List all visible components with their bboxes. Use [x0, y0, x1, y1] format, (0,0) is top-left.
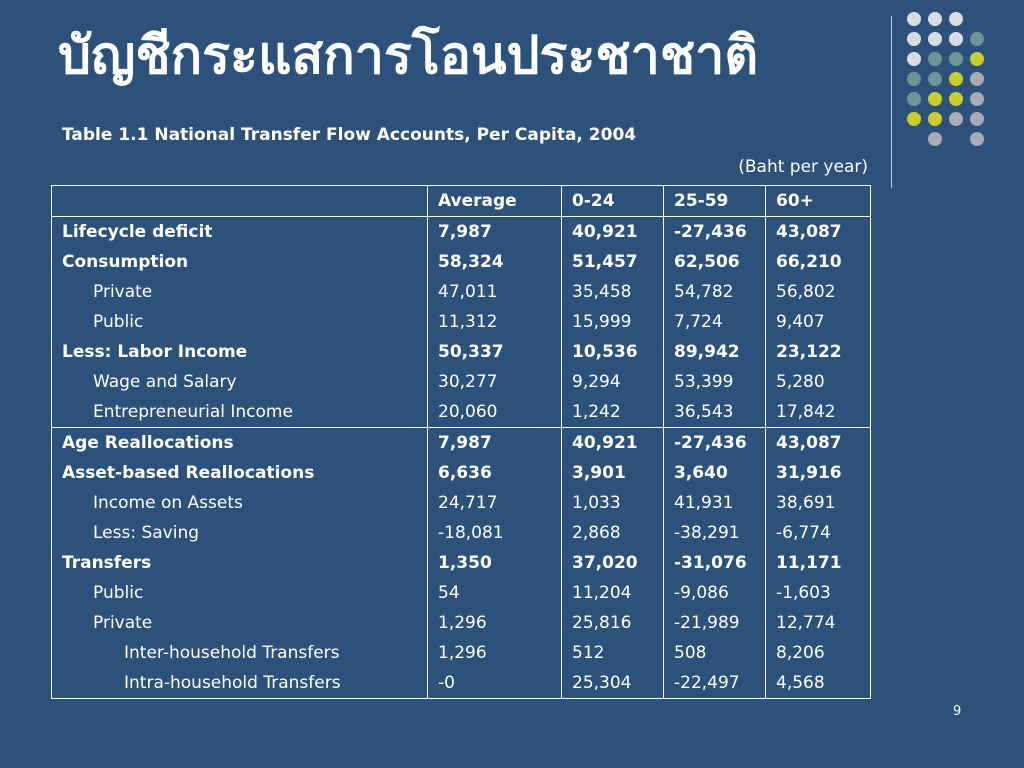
table-cell: 35,458 [562, 277, 664, 307]
row-label: Asset-based Reallocations [52, 458, 428, 488]
table-cell: 58,324 [428, 247, 562, 277]
decorative-dot [907, 92, 921, 106]
decorative-dot-grid [907, 12, 1017, 172]
table-cell: 25,816 [562, 608, 664, 638]
table-cell: 23,122 [766, 337, 871, 367]
table-row [52, 578, 871, 608]
table-cell: -27,436 [664, 217, 766, 248]
units-label: (Baht per year) [738, 157, 868, 177]
table-cell: 15,999 [562, 307, 664, 337]
table-cell: 54 [428, 578, 562, 608]
table-row [52, 488, 871, 518]
table-cell: 66,210 [766, 247, 871, 277]
decorative-dot [928, 92, 942, 106]
decorative-dot [928, 132, 942, 146]
table-cell: 5,280 [766, 367, 871, 397]
table-row [52, 337, 871, 367]
table-cell: 25,304 [562, 668, 664, 699]
table-row [52, 397, 871, 428]
table-cell: 37,020 [562, 548, 664, 578]
decorative-dot [928, 72, 942, 86]
table-cell: 11,171 [766, 548, 871, 578]
table-cell: 9,294 [562, 367, 664, 397]
table-cell: 43,087 [766, 217, 871, 248]
decorative-dot [970, 92, 984, 106]
transfer-flow-table [51, 185, 871, 699]
row-label: Entrepreneurial Income [52, 397, 428, 428]
decorative-divider [891, 16, 892, 188]
table-caption: Table 1.1 National Transfer Flow Accounts, Per Capita, 2004 [62, 125, 637, 145]
decorative-dot [949, 92, 963, 106]
table-cell: 1,296 [428, 638, 562, 668]
table-cell: 24,717 [428, 488, 562, 518]
decorative-dot [970, 52, 984, 66]
table-cell: -31,076 [664, 548, 766, 578]
row-label: Public [52, 578, 428, 608]
decorative-dot [949, 32, 963, 46]
table-cell: -6,774 [766, 518, 871, 548]
table-cell: 43,087 [766, 428, 871, 459]
decorative-dot [949, 112, 963, 126]
table-cell: -22,497 [664, 668, 766, 699]
decorative-dot [949, 72, 963, 86]
column-header: 0-24 [562, 186, 664, 217]
table-cell: -27,436 [664, 428, 766, 459]
row-label: Less: Saving [52, 518, 428, 548]
table-cell: 40,921 [562, 217, 664, 248]
table-cell: 3,640 [664, 458, 766, 488]
table-cell: 30,277 [428, 367, 562, 397]
table-row [52, 367, 871, 397]
row-label: Private [52, 608, 428, 638]
row-label: Wage and Salary [52, 367, 428, 397]
decorative-dot [970, 112, 984, 126]
decorative-dot [949, 52, 963, 66]
table-cell: -1,603 [766, 578, 871, 608]
table-row [52, 247, 871, 277]
row-label: Less: Labor Income [52, 337, 428, 367]
table-cell: 2,868 [562, 518, 664, 548]
table-cell: 508 [664, 638, 766, 668]
decorative-dot [907, 12, 921, 26]
table-cell: 89,942 [664, 337, 766, 367]
decorative-dot [970, 32, 984, 46]
table-cell: -18,081 [428, 518, 562, 548]
table-cell: -0 [428, 668, 562, 699]
table-cell: 53,399 [664, 367, 766, 397]
table-cell: 9,407 [766, 307, 871, 337]
header-cell-blank [52, 186, 428, 217]
decorative-dot [928, 12, 942, 26]
table-row [52, 668, 871, 699]
table-cell: 41,931 [664, 488, 766, 518]
row-label: Public [52, 307, 428, 337]
table-cell: 51,457 [562, 247, 664, 277]
decorative-dot [907, 112, 921, 126]
table-row [52, 458, 871, 488]
table-cell: 12,774 [766, 608, 871, 638]
row-label: Intra-household Transfers [52, 668, 428, 699]
table-cell: 1,296 [428, 608, 562, 638]
slide-title: บัญชีกระแสการโอนประชาชาติ [58, 26, 759, 86]
table-row [52, 518, 871, 548]
table-cell: -21,989 [664, 608, 766, 638]
row-label: Consumption [52, 247, 428, 277]
table-row [52, 608, 871, 638]
table-cell: 11,312 [428, 307, 562, 337]
table-row [52, 548, 871, 578]
table-cell: 54,782 [664, 277, 766, 307]
table-cell: 20,060 [428, 397, 562, 428]
decorative-dot [928, 52, 942, 66]
column-header: 60+ [766, 186, 871, 217]
table-cell: 11,204 [562, 578, 664, 608]
table-cell: 31,916 [766, 458, 871, 488]
table-cell: 8,206 [766, 638, 871, 668]
table-row [52, 217, 871, 248]
page-number: 9 [953, 704, 962, 719]
row-label: Lifecycle deficit [52, 217, 428, 248]
table-cell: 40,921 [562, 428, 664, 459]
table-cell: 1,033 [562, 488, 664, 518]
table-cell: 512 [562, 638, 664, 668]
table-cell: -9,086 [664, 578, 766, 608]
table-row [52, 638, 871, 668]
decorative-dot [907, 52, 921, 66]
table-cell: 3,901 [562, 458, 664, 488]
table-cell: 10,536 [562, 337, 664, 367]
table-row [52, 428, 871, 459]
table-cell: 56,802 [766, 277, 871, 307]
decorative-dot [928, 112, 942, 126]
row-label: Transfers [52, 548, 428, 578]
table-cell: 6,636 [428, 458, 562, 488]
table-cell: 1,242 [562, 397, 664, 428]
row-label: Inter-household Transfers [52, 638, 428, 668]
table-cell: 38,691 [766, 488, 871, 518]
row-label: Age Reallocations [52, 428, 428, 459]
table-cell: 17,842 [766, 397, 871, 428]
table-cell: 47,011 [428, 277, 562, 307]
table-cell: -38,291 [664, 518, 766, 548]
table-cell: 1,350 [428, 548, 562, 578]
table-header-row [52, 186, 871, 217]
table-cell: 4,568 [766, 668, 871, 699]
decorative-dot [970, 132, 984, 146]
table-cell: 62,506 [664, 247, 766, 277]
table-cell: 7,724 [664, 307, 766, 337]
decorative-dot [907, 32, 921, 46]
table-cell: 36,543 [664, 397, 766, 428]
column-header: 25-59 [664, 186, 766, 217]
decorative-dot [970, 72, 984, 86]
column-header: Average [428, 186, 562, 217]
row-label: Income on Assets [52, 488, 428, 518]
table-cell: 50,337 [428, 337, 562, 367]
decorative-dot [928, 32, 942, 46]
decorative-dot [949, 12, 963, 26]
decorative-dot [907, 72, 921, 86]
table-row [52, 307, 871, 337]
row-label: Private [52, 277, 428, 307]
table-row [52, 277, 871, 307]
table-cell: 7,987 [428, 428, 562, 459]
table-cell: 7,987 [428, 217, 562, 248]
